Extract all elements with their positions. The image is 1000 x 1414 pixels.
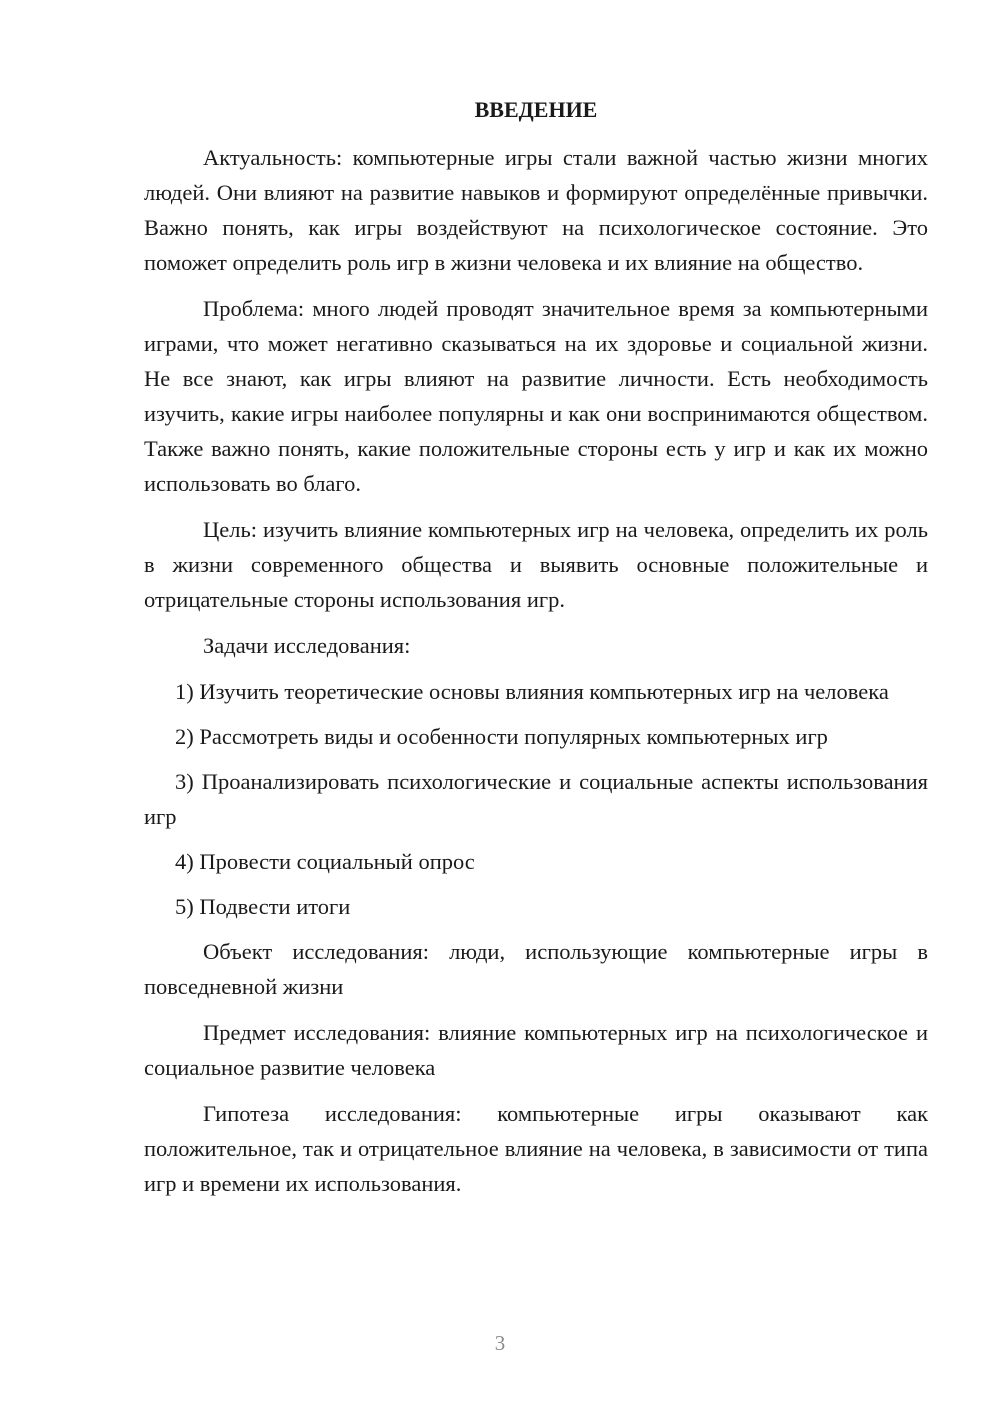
task-item-2: 2) Рассмотреть виды и особенности популярных компьютерных игр [175,724,828,749]
paragraph-object: Объект исследования: люди, использующие компьютерные игры в повседневной жизни [144,939,928,999]
section-title: ВВЕДЕНИЕ [474,97,598,122]
paragraph-problem: Проблема: много людей проводят значительное время за компьютерными играми, что может негативно сказываться на их здоровье и социальной жизни. Не все знают, как игры влияют на развитие личности. Есть необходимость изучить, какие игры наиболее популярны и как они воспринимаются обществом. Также важно понять, какие положительные стороны есть у игр и как их можно использовать во благо. [144,296,928,496]
paragraph-subject: Предмет исследования: влияние компьютерных игр на психологическое и социальное развитие человека [144,1020,928,1080]
paragraph-tasks-heading: Задачи исследования: [203,633,411,658]
task-item-3: 3) Проанализировать психологические и социальные аспекты использования игр [144,769,928,829]
page-number: 3 [494,1331,506,1355]
document-page [144,92,928,1212]
paragraph-relevance: Актуальность: компьютерные игры стали важной частью жизни многих людей. Они влияют на развитие навыков и формируют определённые привычки. Важно понять, как игры воздействуют на психологическое состояние. Это поможет определить роль игр в жизни человека и их влияние на общество. [144,145,928,275]
paragraph-goal: Цель: изучить влияние компьютерных игр на человека, определить их роль в жизни современного общества и выявить основные положительные и отрицательные стороны использования игр. [144,517,928,612]
task-item-5: 5) Подвести итоги [175,894,351,919]
task-item-4: 4) Провести социальный опрос [175,849,475,874]
task-item-1: 1) Изучить теоретические основы влияния компьютерных игр на человека [175,679,889,704]
paragraph-hypothesis: Гипотеза исследования: компьютерные игры оказывают как положительное, так и отрицательное влияние на человека, в зависимости от типа игр и времени их использования. [144,1101,928,1196]
